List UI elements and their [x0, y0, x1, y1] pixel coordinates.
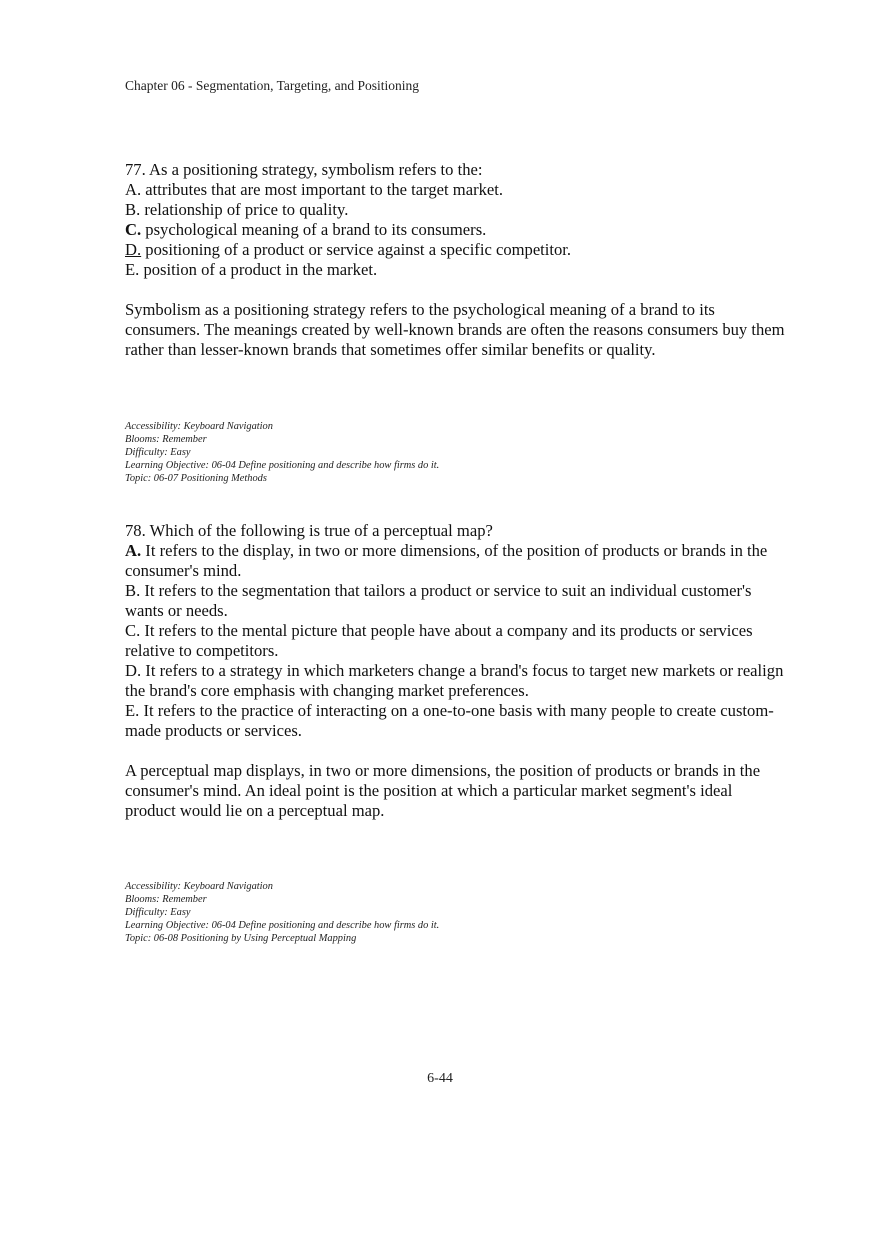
option-text: It refers to the mental picture that people have about a company and its products or services relative to competitors.	[125, 621, 753, 660]
option-text: attributes that are most important to the target market.	[141, 180, 504, 199]
page-number: 6-44	[427, 1071, 453, 1086]
q77-option-b	[125, 200, 785, 220]
q78-metadata	[125, 880, 439, 945]
option-text: position of a product in the market.	[139, 260, 378, 279]
q77-option-d	[125, 240, 785, 260]
question-77-text: 77. As a positioning strategy, symbolism refers to the:	[125, 160, 483, 179]
meta-blooms: Blooms: Remember	[125, 434, 207, 445]
meta-accessibility: Accessibility: Keyboard Navigation	[125, 881, 273, 892]
option-text: It refers to a strategy in which marketers change a brand's focus to target new markets or realign the brand's core emphasis with changing market preferences.	[125, 661, 784, 700]
option-letter-correct: A.	[125, 541, 142, 560]
meta-learning-objective: Learning Objective: 06-04 Define positioning and describe how firms do it.	[125, 920, 440, 931]
chapter-header: Chapter 06 - Segmentation, Targeting, and Positioning	[125, 78, 420, 93]
option-letter: B.	[125, 200, 141, 219]
option-letter: C.	[125, 621, 141, 640]
q78-option-b	[125, 581, 785, 621]
q78-explanation: A perceptual map displays, in two or more dimensions, the position of products or brands in the consumer's mind. An ideal point is the position at which a particular market segment's ideal product would lie on a perceptual map.	[125, 761, 761, 820]
option-text: It refers to the segmentation that tailors a product or service to suit an individual customer's wants or needs.	[125, 581, 752, 620]
question-78	[125, 521, 785, 821]
q78-option-a	[125, 541, 785, 581]
q77-option-e	[125, 260, 785, 280]
option-text: It refers to the practice of interacting on a one-to-one basis with many people to create custom-made products or services.	[125, 701, 774, 740]
option-letter: B.	[125, 581, 141, 600]
meta-accessibility: Accessibility: Keyboard Navigation	[125, 421, 273, 432]
option-letter: E.	[125, 260, 140, 279]
q78-option-d	[125, 661, 785, 701]
meta-difficulty: Difficulty: Easy	[125, 447, 191, 458]
q77-explanation: Symbolism as a positioning strategy refers to the psychological meaning of a brand to its consumers. The meanings created by well-known brands are often the reasons consumers buy them rather than lesser-known brands that sometimes offer similar benefits or quality.	[125, 300, 785, 359]
meta-learning-objective: Learning Objective: 06-04 Define positioning and describe how firms do it.	[125, 460, 440, 471]
meta-topic: Topic: 06-07 Positioning Methods	[125, 473, 267, 484]
q77-option-a	[125, 180, 785, 200]
option-letter-correct: C.	[125, 220, 142, 239]
option-letter: A.	[125, 180, 142, 199]
option-text: It refers to the display, in two or more dimensions, of the position of products or brands in the consumer's mind.	[125, 541, 768, 580]
meta-difficulty: Difficulty: Easy	[125, 907, 191, 918]
question-77	[125, 160, 785, 360]
option-text: psychological meaning of a brand to its consumers.	[141, 220, 487, 239]
meta-blooms: Blooms: Remember	[125, 894, 207, 905]
option-text: positioning of a product or service against a specific competitor.	[141, 240, 572, 259]
option-letter: E.	[125, 701, 140, 720]
q77-option-c	[125, 220, 785, 240]
q78-option-e	[125, 701, 785, 741]
option-text: relationship of price to quality.	[140, 200, 349, 219]
q78-option-c	[125, 621, 785, 661]
q77-metadata	[125, 420, 439, 485]
option-letter: D.	[125, 661, 142, 680]
option-letter-underlined: D.	[125, 240, 142, 259]
question-78-text: 78. Which of the following is true of a perceptual map?	[125, 521, 493, 540]
meta-topic: Topic: 06-08 Positioning by Using Perceptual Mapping	[125, 933, 357, 944]
